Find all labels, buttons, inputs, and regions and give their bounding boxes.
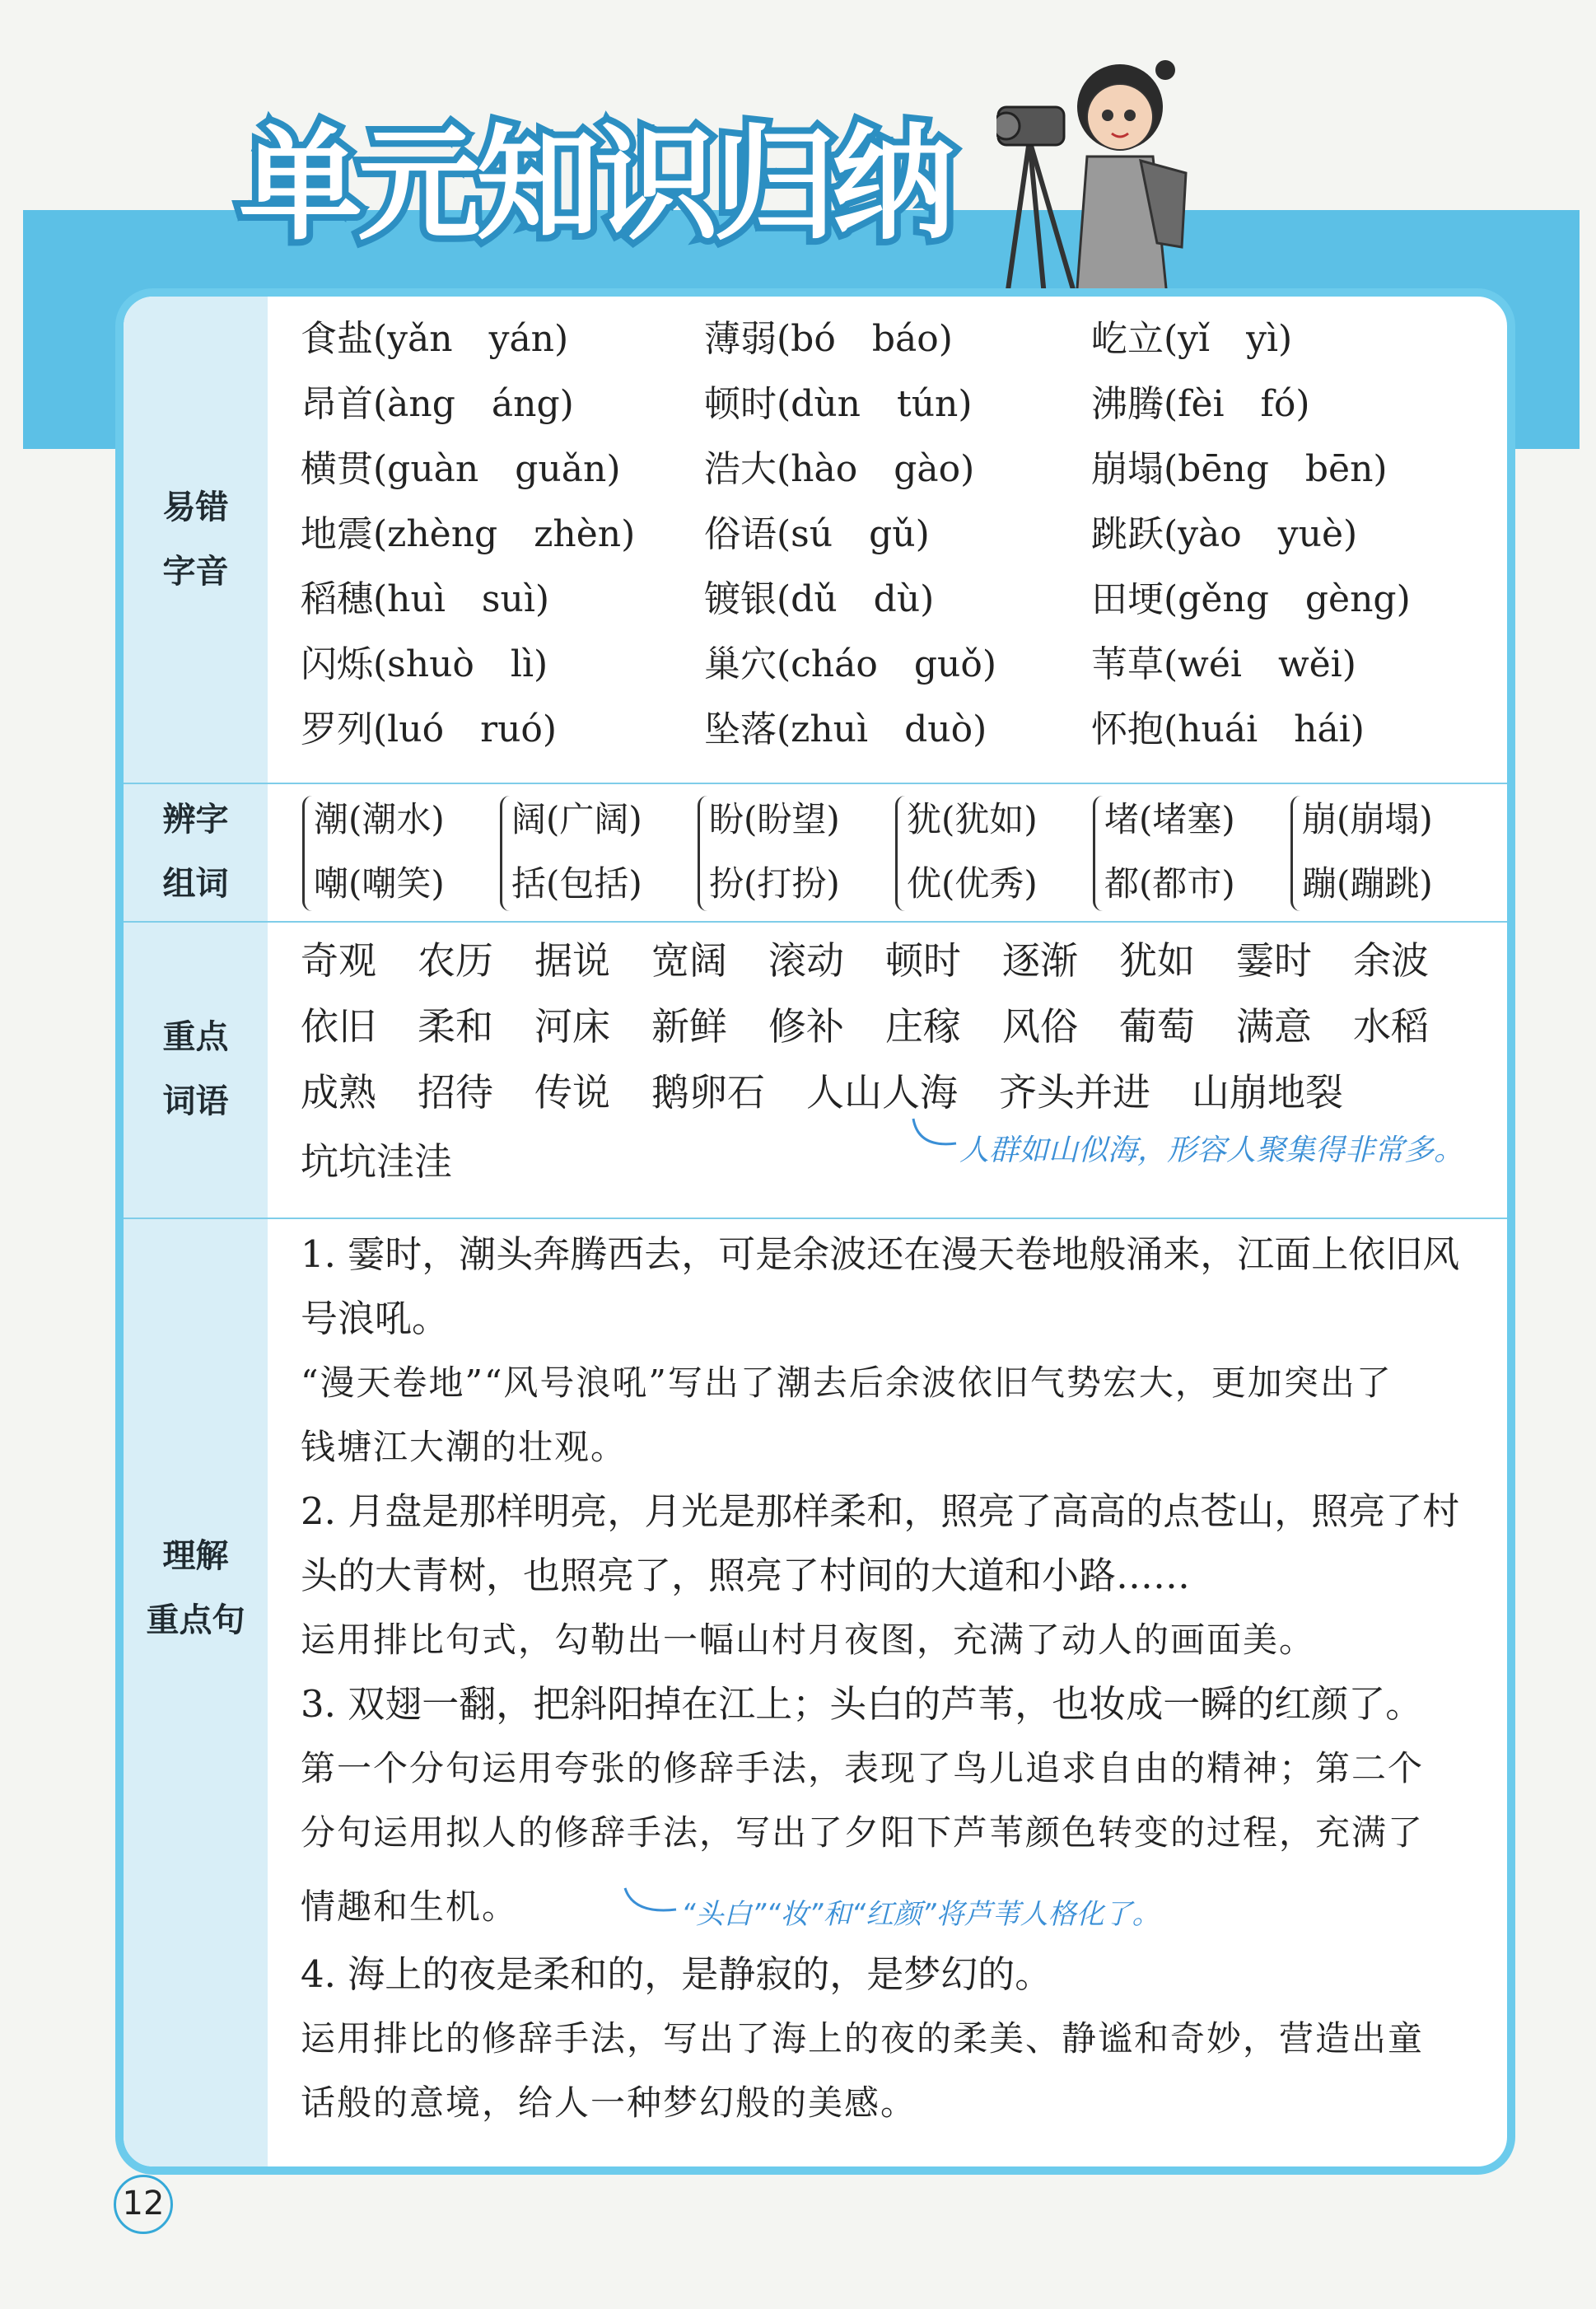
key-sentence: 2. 月盘是那样明亮，月光是那样柔和，照亮了高高的点苍山，照亮了村 xyxy=(301,1489,1460,1533)
page-title: 单元知识归纳 xyxy=(239,114,951,257)
char-pair-word: 阔(广阔) xyxy=(511,799,642,839)
vocab-line xyxy=(301,1059,1384,1125)
handwritten-note: “头白”“妆”和“红颜”将芦苇人格化了。 xyxy=(681,1898,1160,1931)
handwritten-note: 人群如山似海，形容人聚集得非常多。 xyxy=(959,1133,1464,1167)
char-pair-word: 堵(堵塞) xyxy=(1104,799,1235,839)
vocab-word: 奇观 xyxy=(301,938,376,983)
brace-icon xyxy=(302,796,316,911)
summary-card xyxy=(115,288,1515,2175)
sentence-analysis: 钱塘江大潮的壮观。 xyxy=(301,1427,628,1467)
pinyin-item: 俗语(sú gǔ) xyxy=(704,513,930,555)
vocab-word: 逐渐 xyxy=(1002,938,1078,983)
char-pair xyxy=(907,788,1038,916)
pinyin-item: 食盐(yǎn yán) xyxy=(301,318,569,360)
bianzi-list xyxy=(301,783,1491,921)
vocab-word: 齐头并进 xyxy=(999,1070,1150,1115)
char-pair xyxy=(511,788,642,916)
section-label: 理解 重点句 xyxy=(146,1537,245,1639)
section-bianzi xyxy=(124,783,1507,923)
vocab-word: 依旧 xyxy=(301,1004,376,1049)
vocab-word: 宽阔 xyxy=(651,938,727,983)
pinyin-row xyxy=(301,502,1503,567)
vocab-list xyxy=(301,921,1491,1218)
vocab-word: 农历 xyxy=(418,938,493,983)
pinyin-item: 稻穗(huì suì) xyxy=(301,578,550,620)
pinyin-item: 跳跃(yào yuè) xyxy=(1091,513,1358,555)
char-pair-word: 盼(盼望) xyxy=(709,799,840,839)
vocab-word: 传说 xyxy=(534,1070,610,1115)
vocab-line xyxy=(301,993,1470,1059)
char-pair xyxy=(1104,788,1235,916)
sentence-analysis: 情趣和生机。 xyxy=(301,1886,519,1927)
vocab-word: 柔和 xyxy=(418,1004,493,1049)
vocab-line xyxy=(301,1129,493,1194)
pinyin-item: 坠落(zhuì duò) xyxy=(704,708,987,750)
char-pair-word: 崩(崩塌) xyxy=(1302,799,1433,839)
char-pair-word: 犹(犹如) xyxy=(907,799,1038,839)
pinyin-item: 罗列(luó ruó) xyxy=(301,708,558,750)
brace-icon xyxy=(698,796,712,911)
pinyin-item: 薄弱(bó báo) xyxy=(704,318,953,360)
pinyin-list xyxy=(301,297,1491,783)
pinyin-item: 镀银(dǔ dù) xyxy=(704,578,935,620)
vocab-word: 风俗 xyxy=(1002,1004,1078,1049)
pinyin-item: 浩大(hào gào) xyxy=(704,448,975,490)
brace-icon xyxy=(895,796,909,911)
char-pair-word: 括(包括) xyxy=(511,863,642,904)
sentence-analysis: 第一个分句运用夸张的修辞手法，表现了鸟儿追求自由的精神；第二个 xyxy=(301,1748,1425,1788)
char-pair-word: 蹦(蹦跳) xyxy=(1302,863,1433,904)
char-pair xyxy=(314,788,445,916)
girl-with-camera-illustration xyxy=(996,49,1194,321)
page-number: 12 xyxy=(114,2175,173,2234)
sentence-analysis: 分句运用拟人的修辞手法，写出了夕阳下芦苇颜色转变的过程，充满了 xyxy=(301,1812,1425,1853)
pinyin-item: 闪烁(shuò lì) xyxy=(301,643,548,685)
section-sentences xyxy=(124,1218,1507,2166)
key-sentence: 4. 海上的夜是柔和的，是静寂的，是梦幻的。 xyxy=(301,1952,1052,1996)
pinyin-row xyxy=(301,632,1503,697)
pinyin-item: 沸腾(fèi fó) xyxy=(1091,383,1310,425)
vocab-word: 坑坑洼洼 xyxy=(301,1139,452,1184)
pinyin-item: 田埂(gěng gèng) xyxy=(1091,578,1411,620)
char-pair-word: 优(优秀) xyxy=(907,863,1038,904)
vocab-word: 山崩地裂 xyxy=(1192,1070,1343,1115)
section-pinyin xyxy=(124,297,1507,784)
annotation-arrow xyxy=(910,1115,959,1157)
vocab-word: 犹如 xyxy=(1119,938,1195,983)
vocab-word: 河床 xyxy=(534,1004,610,1049)
key-sentence: 1. 霎时，潮头奔腾西去，可是余波还在漫天卷地般涌来，江面上依旧风 xyxy=(301,1232,1460,1276)
sentence-analysis: 运用排比的修辞手法，写出了海上的夜的柔美、静谧和奇妙，营造出童 xyxy=(301,2018,1425,2059)
char-pair-word: 扮(打扮) xyxy=(709,863,840,904)
pinyin-item: 屹立(yǐ yì) xyxy=(1091,318,1293,360)
sentence-analysis: 运用排比句式，勾勒出一幅山村月夜图，充满了动人的画面美。 xyxy=(301,1620,1316,1660)
pinyin-item: 昂首(àng áng) xyxy=(301,383,574,425)
pinyin-item: 顿时(dùn tún) xyxy=(704,383,973,425)
sentence-list xyxy=(301,1218,1491,2166)
pinyin-item: 苇草(wéi wěi) xyxy=(1091,643,1356,685)
key-sentence: 头的大青树，也照亮了，照亮了村间的大道和小路…… xyxy=(301,1554,1191,1597)
key-sentence: 3. 双翅一翻，把斜阳掉在江上；头白的芦苇，也妆成一瞬的红颜了。 xyxy=(301,1682,1423,1726)
vocab-word: 顿时 xyxy=(885,938,961,983)
vocab-word: 新鲜 xyxy=(651,1004,727,1049)
vocab-word: 修补 xyxy=(768,1004,844,1049)
sentence-analysis: 话般的意境，给人一种梦幻般的美感。 xyxy=(301,2082,917,2123)
pinyin-item: 横贯(guàn guǎn) xyxy=(301,448,621,490)
brace-icon xyxy=(1093,796,1107,911)
brace-icon xyxy=(1290,796,1304,911)
vocab-word: 据说 xyxy=(534,938,610,983)
char-pair-word: 都(都市) xyxy=(1104,863,1235,904)
vocab-word: 人山人海 xyxy=(806,1070,958,1115)
brace-icon xyxy=(500,796,514,911)
key-sentence: 号浪吼。 xyxy=(301,1297,450,1340)
vocab-word: 满意 xyxy=(1236,1004,1312,1049)
vocab-word: 霎时 xyxy=(1236,938,1312,983)
vocab-word: 庄稼 xyxy=(885,1004,961,1049)
pinyin-row xyxy=(301,306,1503,372)
vocab-word: 余波 xyxy=(1353,938,1429,983)
section-label: 辨字 组词 xyxy=(162,801,229,903)
char-pair xyxy=(709,788,840,916)
pinyin-item: 地震(zhèng zhèn) xyxy=(301,513,636,555)
vocab-line xyxy=(301,928,1470,993)
section-label: 易错 字音 xyxy=(162,488,229,591)
pinyin-item: 崩塌(bēng bēn) xyxy=(1091,448,1388,490)
pinyin-row xyxy=(301,567,1503,632)
pinyin-row xyxy=(301,697,1503,762)
pinyin-row xyxy=(301,437,1503,502)
char-pair-word: 潮(潮水) xyxy=(314,799,445,839)
vocab-word: 水稻 xyxy=(1353,1004,1429,1049)
vocab-word: 葡萄 xyxy=(1119,1004,1195,1049)
vocab-word: 鹅卵石 xyxy=(651,1070,765,1115)
pinyin-item: 巢穴(cháo guǒ) xyxy=(704,643,997,685)
section-vocab xyxy=(124,921,1507,1219)
pinyin-row xyxy=(301,372,1503,437)
vocab-word: 滚动 xyxy=(768,938,844,983)
char-pair xyxy=(1302,788,1433,916)
sentence-analysis: “漫天卷地”“风号浪吼”写出了潮去后余波依旧气势宏大，更加突出了 xyxy=(301,1362,1393,1403)
vocab-word: 招待 xyxy=(418,1070,493,1115)
char-pair-word: 嘲(嘲笑) xyxy=(314,863,445,904)
section-label: 重点 词语 xyxy=(162,1018,229,1120)
pinyin-item: 怀抱(huái hái) xyxy=(1091,708,1365,750)
vocab-word: 成熟 xyxy=(301,1070,376,1115)
